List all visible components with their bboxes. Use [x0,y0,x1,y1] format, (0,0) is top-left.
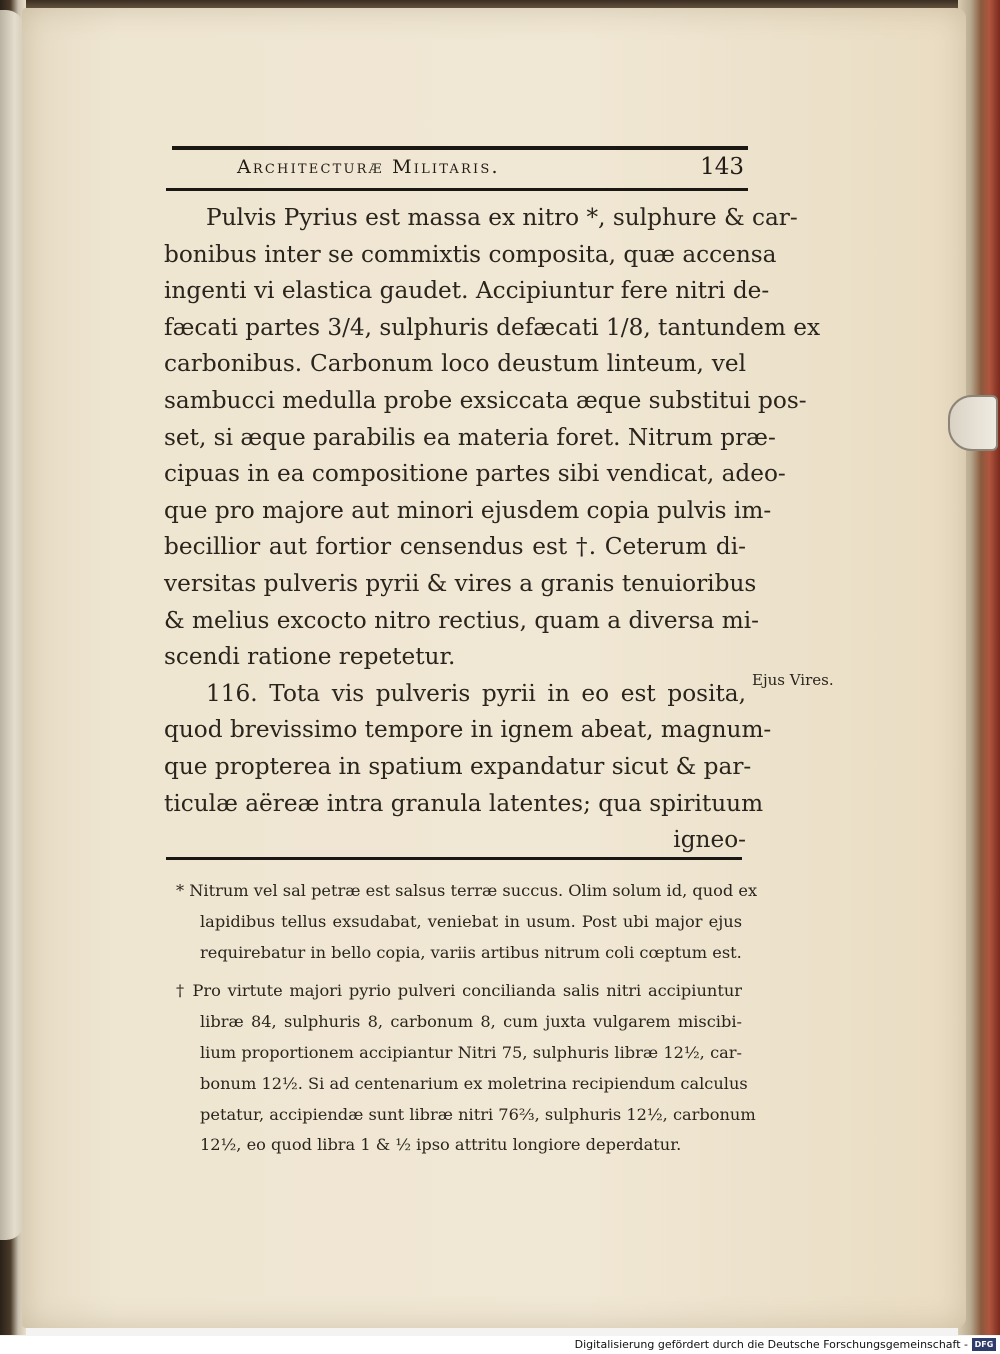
header-rule-bottom [166,188,748,191]
footnote-line: lapidibus tellus exsudabat, veniebat in usum. Post ubi major ejus [200,911,742,931]
text-line: Pulvis Pyrius est massa ex nitro *, sulphure & car- [206,204,798,231]
footnote-rule [166,857,742,860]
text-line: becillior aut fortior censendus est †. Ceterum di- [164,533,746,561]
marginal-note: Ejus Vires. [752,671,834,689]
text-line: 116. Tota vis pulveris pyrii in eo est posita, [206,679,746,707]
text-line: que propterea in spatium expandatur sicut & par- [164,752,752,780]
text-line: fæcati partes 3/4, sulphuris defæcati 1/8, tantundem ex [164,313,821,341]
footnote-line: 12½, eo quod libra 1 & ½ ipso attritu longiore deperdatur. [200,1135,682,1155]
text-line: versitas pulveris pyrii & vires a granis tenuioribus [164,569,757,597]
footnote-line: † Pro virtute majori pyrio pulveri concilianda salis nitri accipiuntur [176,981,742,1001]
footnotes [176,876,758,1161]
dfg-logo: DFG [972,1338,996,1351]
text-line: ticulæ aëreæ intra granula latentes; qua spirituum [164,789,764,817]
footnote-line: requirebatur in bello copia, variis artibus nitrum coli cœptum est. [200,942,742,962]
text-line: & melius excocto nitro rectius, quam a diversa mi- [164,606,759,634]
text-line: carbonibus. Carbonum loco deustum linteum, vel [164,350,746,378]
text-line: set, si æque parabilis ea materia foret. Nitrum præ- [164,423,776,451]
page-header [175,152,750,188]
catchword: igneo- [673,826,746,854]
page-clip [948,395,998,451]
footnote-line: petatur, accipiendæ sunt libræ nitri 76⅔, sulphuris 12½, carbonum [200,1104,756,1124]
text-line: que pro majore aut minori ejusdem copia pulvis im- [164,496,772,524]
footnote-gap [176,968,742,976]
text-line: cipuas in ea compositione partes sibi vendicat, adeo- [164,460,786,488]
digitization-credit: Digitalisierung gefördert durch die Deutsche Forschungsgemeinschaft - [574,1338,968,1351]
page-number: 143 [700,154,744,180]
text-line: ingenti vi elastica gaudet. Accipiuntur fere nitri de- [164,277,770,305]
header-rule-top [172,146,748,150]
text-line: scendi ratione repetetur. [164,643,456,671]
text-line: quod brevissimo tempore in ignem abeat, magnum- [164,716,772,744]
text-line: bonibus inter se commixtis composita, quæ accensa [164,240,777,268]
footnote-line: libræ 84, sulphuris 8, carbonum 8, cum juxta vulgarem miscibi- [200,1012,742,1032]
running-head: Architecturæ Militaris. [237,156,500,178]
footnote-line: * Nitrum vel sal petræ est salsus terræ succus. Olim solum id, quod ex [176,881,758,900]
text-line: sambucci medulla probe exsiccata æque substitui pos- [164,386,807,414]
footnote-line: lium proportionem accipiantur Nitri 75, sulphuris libræ 12½, car- [200,1042,742,1062]
book-binding-tab [0,10,24,1240]
footnote-line: bonum 12½. Si ad centenarium ex moletrina recipiendum calculus [200,1073,748,1093]
